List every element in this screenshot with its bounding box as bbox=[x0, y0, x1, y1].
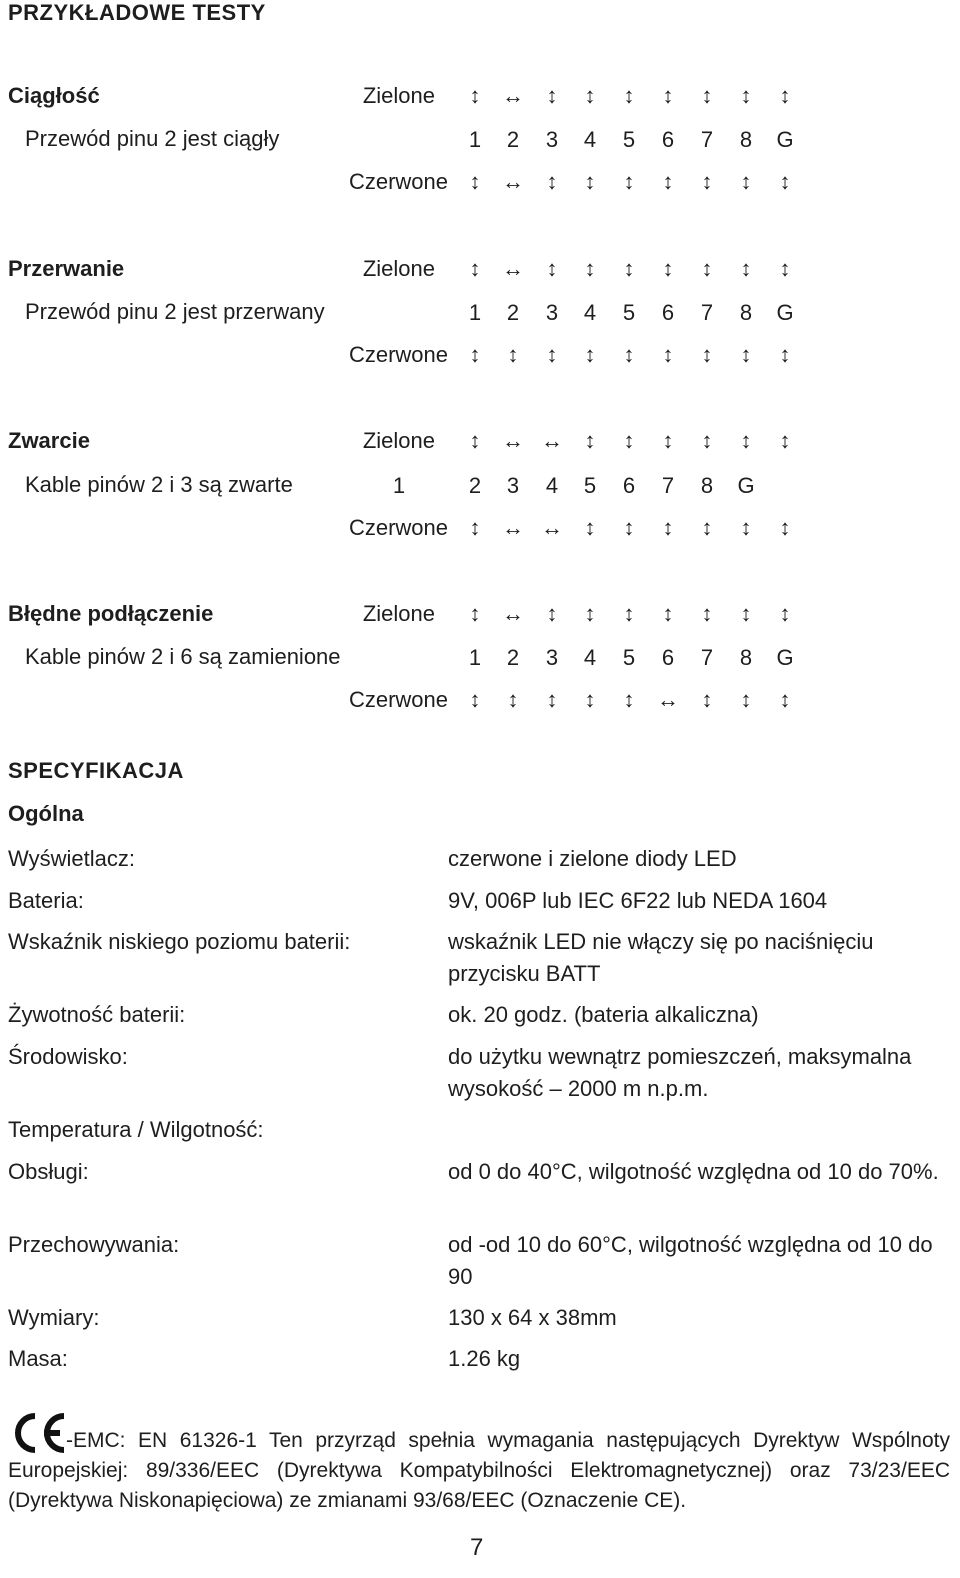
vertical-arrow-icon: ↕ bbox=[623, 256, 635, 281]
spec-label: Masa: bbox=[8, 1346, 68, 1371]
pin-number: G bbox=[737, 473, 755, 498]
horizontal-arrow-icon: ↔ bbox=[502, 601, 524, 626]
pin-number: 3 bbox=[545, 300, 559, 325]
vertical-arrow-icon: ↕ bbox=[740, 428, 752, 453]
green-label: Zielone bbox=[362, 428, 435, 453]
vertical-arrow-icon: ↕ bbox=[623, 342, 635, 367]
vertical-arrow-icon: ↕ bbox=[662, 83, 674, 108]
vertical-arrow-icon: ↕ bbox=[546, 342, 558, 367]
pin-number: 6 bbox=[661, 300, 675, 325]
test-title: Zwarcie bbox=[8, 428, 90, 453]
pin-number: 8 bbox=[739, 127, 753, 152]
vertical-arrow-icon: ↕ bbox=[469, 342, 481, 367]
vertical-arrow-icon: ↕ bbox=[740, 601, 752, 626]
vertical-arrow-icon: ↕ bbox=[779, 428, 791, 453]
horizontal-arrow-icon: ↔ bbox=[502, 169, 524, 194]
vertical-arrow-icon: ↕ bbox=[546, 169, 558, 194]
pin-number: 6 bbox=[661, 127, 675, 152]
vertical-arrow-icon: ↕ bbox=[584, 601, 596, 626]
spec-value: ok. 20 godz. (bateria alkaliczna) bbox=[448, 1002, 759, 1027]
pin-number: 7 bbox=[700, 300, 714, 325]
vertical-arrow-icon: ↕ bbox=[779, 342, 791, 367]
test-title: Błędne podłączenie bbox=[8, 601, 214, 626]
vertical-arrow-icon: ↕ bbox=[779, 169, 791, 194]
pin-number: 8 bbox=[739, 645, 753, 670]
vertical-arrow-icon: ↕ bbox=[469, 515, 481, 540]
spec-value: do użytku wewnątrz pomieszczeń, maksymalna wysokość – 2000 m n.p.m. bbox=[448, 1044, 912, 1101]
pin-number: 8 bbox=[739, 300, 753, 325]
vertical-arrow-icon: ↕ bbox=[740, 687, 752, 712]
spec-value: 130 x 64 x 38mm bbox=[448, 1305, 617, 1330]
vertical-arrow-icon: ↕ bbox=[623, 169, 635, 194]
pin-number: 4 bbox=[583, 127, 597, 152]
pin-number: 4 bbox=[545, 473, 559, 498]
spec-label: Wymiary: bbox=[8, 1305, 100, 1330]
vertical-arrow-icon: ↕ bbox=[546, 83, 558, 108]
vertical-arrow-icon: ↕ bbox=[662, 515, 674, 540]
vertical-arrow-icon: ↕ bbox=[740, 515, 752, 540]
vertical-arrow-icon: ↕ bbox=[779, 515, 791, 540]
spec-label: Wyświetlacz: bbox=[8, 846, 135, 871]
pin-number: G bbox=[776, 127, 794, 152]
vertical-arrow-icon: ↕ bbox=[701, 601, 713, 626]
spec-label: Przechowywania: bbox=[8, 1232, 180, 1257]
spec-label: Wskaźnik niskiego poziomu baterii: bbox=[8, 929, 351, 954]
vertical-arrow-icon: ↕ bbox=[701, 83, 713, 108]
green-label: Zielone bbox=[362, 256, 435, 281]
emc-statement: -EMC: EN 61326-1 Ten przyrząd spełnia wymagania następujących Dyrektyw Wspólnoty Europejskiej: 89/336/EEC (Dyrektywa Kompatybilności Elektromagnetycznej) oraz 73/23/EEC (Dyrektywa Niskonapięciowa) ze zmianami 93/68/EEC (Oznaczenie CE). bbox=[8, 1429, 950, 1512]
green-label: Zielone bbox=[362, 83, 435, 108]
pin-number: 2 bbox=[506, 127, 520, 152]
pin-number: 4 bbox=[583, 300, 597, 325]
spec-general: Ogólna bbox=[8, 801, 84, 826]
vertical-arrow-icon: ↕ bbox=[469, 687, 481, 712]
horizontal-arrow-icon: ↔ bbox=[502, 256, 524, 281]
vertical-arrow-icon: ↕ bbox=[546, 687, 558, 712]
vertical-arrow-icon: ↕ bbox=[623, 601, 635, 626]
vertical-arrow-icon: ↕ bbox=[779, 256, 791, 281]
vertical-arrow-icon: ↕ bbox=[623, 83, 635, 108]
pin-number: 2 bbox=[506, 300, 520, 325]
vertical-arrow-icon: ↕ bbox=[662, 428, 674, 453]
vertical-arrow-icon: ↕ bbox=[584, 342, 596, 367]
vertical-arrow-icon: ↕ bbox=[584, 428, 596, 453]
vertical-arrow-icon: ↕ bbox=[662, 342, 674, 367]
pin-number: 7 bbox=[700, 127, 714, 152]
red-label: Czerwone bbox=[348, 687, 448, 712]
pin-number: 8 bbox=[700, 473, 714, 498]
vertical-arrow-icon: ↕ bbox=[740, 83, 752, 108]
pin-number: 7 bbox=[661, 473, 675, 498]
pin-number: 7 bbox=[700, 645, 714, 670]
green-label: Zielone bbox=[362, 601, 435, 626]
test-title: Ciągłość bbox=[8, 83, 100, 108]
pin-number: 3 bbox=[545, 645, 559, 670]
vertical-arrow-icon: ↕ bbox=[701, 256, 713, 281]
vertical-arrow-icon: ↕ bbox=[546, 601, 558, 626]
vertical-arrow-icon: ↕ bbox=[469, 169, 481, 194]
vertical-arrow-icon: ↕ bbox=[469, 601, 481, 626]
spec-label: Bateria: bbox=[8, 888, 84, 913]
vertical-arrow-icon: ↕ bbox=[469, 83, 481, 108]
vertical-arrow-icon: ↕ bbox=[507, 342, 519, 367]
red-label: Czerwone bbox=[348, 169, 448, 194]
horizontal-arrow-icon: ↔ bbox=[502, 83, 524, 108]
pin-number: 5 bbox=[622, 127, 636, 152]
red-label: Czerwone bbox=[348, 515, 448, 540]
spec-value: czerwone i zielone diody LED bbox=[448, 846, 737, 871]
spec-label: Żywotność baterii: bbox=[8, 1002, 186, 1027]
horizontal-arrow-icon: ↔ bbox=[541, 428, 563, 453]
pin-number: 3 bbox=[545, 127, 559, 152]
pin-number: 1 bbox=[468, 300, 482, 325]
vertical-arrow-icon: ↕ bbox=[662, 169, 674, 194]
horizontal-arrow-icon: ↔ bbox=[657, 687, 679, 712]
spec-label: Środowisko: bbox=[8, 1044, 128, 1069]
vertical-arrow-icon: ↕ bbox=[701, 169, 713, 194]
vertical-arrow-icon: ↕ bbox=[623, 515, 635, 540]
vertical-arrow-icon: ↕ bbox=[701, 687, 713, 712]
test-subtitle: Przewód pinu 2 jest ciągły bbox=[25, 126, 280, 151]
pin-number: G bbox=[776, 645, 794, 670]
spec-value: od -od 10 do 60°C, wilgotność względna od 10 do 90 bbox=[448, 1232, 933, 1289]
vertical-arrow-icon: ↕ bbox=[546, 256, 558, 281]
pin-number: 6 bbox=[661, 645, 675, 670]
vertical-arrow-icon: ↕ bbox=[701, 515, 713, 540]
pin-number: 1 bbox=[392, 473, 406, 498]
vertical-arrow-icon: ↕ bbox=[740, 342, 752, 367]
vertical-arrow-icon: ↕ bbox=[584, 169, 596, 194]
vertical-arrow-icon: ↕ bbox=[584, 687, 596, 712]
pin-number: 2 bbox=[468, 473, 482, 498]
horizontal-arrow-icon: ↔ bbox=[502, 515, 524, 540]
vertical-arrow-icon: ↕ bbox=[779, 601, 791, 626]
page-number: 7 bbox=[470, 1534, 484, 1561]
vertical-arrow-icon: ↕ bbox=[584, 256, 596, 281]
test-subtitle: Kable pinów 2 i 6 są zamienione bbox=[25, 644, 341, 669]
test-subtitle: Kable pinów 2 i 3 są zwarte bbox=[25, 472, 293, 497]
vertical-arrow-icon: ↕ bbox=[507, 687, 519, 712]
spec-value: od 0 do 40°C, wilgotność względna od 10 do 70%. bbox=[448, 1159, 939, 1184]
pin-number: 2 bbox=[506, 645, 520, 670]
vertical-arrow-icon: ↕ bbox=[584, 515, 596, 540]
pin-number: 4 bbox=[583, 645, 597, 670]
vertical-arrow-icon: ↕ bbox=[740, 256, 752, 281]
pin-number: G bbox=[776, 300, 794, 325]
vertical-arrow-icon: ↕ bbox=[662, 601, 674, 626]
vertical-arrow-icon: ↕ bbox=[701, 428, 713, 453]
spec-label: Obsługi: bbox=[8, 1159, 89, 1184]
pin-number: 1 bbox=[468, 645, 482, 670]
vertical-arrow-icon: ↕ bbox=[701, 342, 713, 367]
vertical-arrow-icon: ↕ bbox=[779, 687, 791, 712]
vertical-arrow-icon: ↕ bbox=[779, 83, 791, 108]
horizontal-arrow-icon: ↔ bbox=[502, 428, 524, 453]
pin-number: 5 bbox=[583, 473, 597, 498]
pin-number: 3 bbox=[506, 473, 520, 498]
horizontal-arrow-icon: ↔ bbox=[541, 515, 563, 540]
pin-number: 6 bbox=[622, 473, 636, 498]
pin-number: 5 bbox=[622, 300, 636, 325]
vertical-arrow-icon: ↕ bbox=[623, 687, 635, 712]
vertical-arrow-icon: ↕ bbox=[469, 256, 481, 281]
vertical-arrow-icon: ↕ bbox=[469, 428, 481, 453]
pin-number: 5 bbox=[622, 645, 636, 670]
spec-heading: SPECYFIKACJA bbox=[8, 758, 184, 783]
pin-number: 1 bbox=[468, 127, 482, 152]
test-subtitle: Przewód pinu 2 jest przerwany bbox=[25, 299, 325, 324]
vertical-arrow-icon: ↕ bbox=[740, 169, 752, 194]
spec-label: Temperatura / Wilgotność: bbox=[8, 1117, 264, 1142]
spec-value: 9V, 006P lub IEC 6F22 lub NEDA 1604 bbox=[448, 888, 828, 913]
vertical-arrow-icon: ↕ bbox=[584, 83, 596, 108]
spec-value: wskaźnik LED nie włączy się po naciśnięciu przycisku BATT bbox=[448, 929, 874, 986]
vertical-arrow-icon: ↕ bbox=[623, 428, 635, 453]
test-title: Przerwanie bbox=[8, 256, 125, 281]
red-label: Czerwone bbox=[348, 342, 448, 367]
spec-value: 1.26 kg bbox=[448, 1346, 521, 1371]
page-heading: PRZYKŁADOWE TESTY bbox=[8, 0, 266, 25]
vertical-arrow-icon: ↕ bbox=[662, 256, 674, 281]
